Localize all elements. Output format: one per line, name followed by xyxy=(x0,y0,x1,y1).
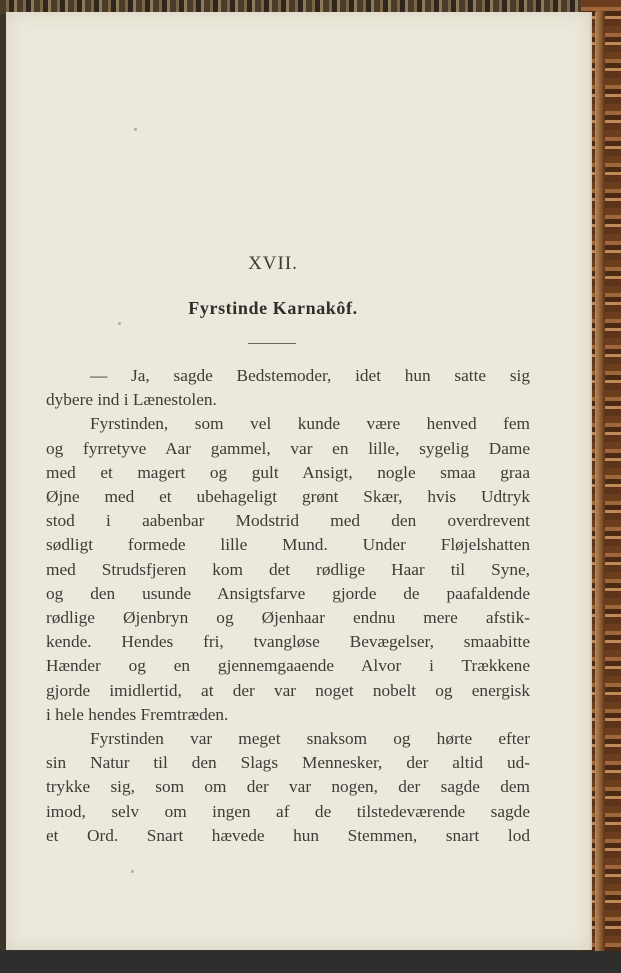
text-line: Fyrstinden var meget snaksom og hørte efter xyxy=(90,729,530,749)
text-line: trykke sig, som om der var nogen, der sagde dem xyxy=(46,777,530,797)
book-cover-edge xyxy=(595,10,605,955)
chapter-body xyxy=(46,364,530,848)
text-line: og den usunde Ansigtsfarve gjorde de paafaldende xyxy=(46,583,530,603)
text-line: — Ja, sagde Bedstemoder, idet hun satte sig xyxy=(90,366,530,385)
text-line: stod i aabenbar Modstrid med den overdrevent xyxy=(46,511,530,531)
text-line: et Ord. Snart hævede hun Stemmen, snart lod xyxy=(46,825,530,845)
text-line: sin Natur til den Slags Mennesker, der altid ud- xyxy=(46,753,530,773)
text-line: imod, selv om ingen af de tilstedeværende sagde xyxy=(46,801,530,821)
title-divider xyxy=(248,343,296,344)
text-line: kende. Hendes fri, tvangløse Bevægelser, smaabitte xyxy=(46,632,530,652)
text-line: sødligt formede lille Mund. Under Fløjelshatten xyxy=(46,535,530,555)
text-line: dybere ind i Lænestolen. xyxy=(46,390,217,410)
text-line: Fyrstinden, som vel kunde være henved fem xyxy=(90,414,530,434)
text-line: Hænder og en gjennemgaaende Alvor i Trækkene xyxy=(46,656,530,676)
paper-page xyxy=(6,12,592,950)
paper-speck xyxy=(118,322,121,325)
text-line: gjorde imidlertid, at der var noget nobelt og energisk xyxy=(46,680,530,700)
text-line: rødlige Øjenbryn og Øjenhaar endnu mere afstik- xyxy=(46,608,530,628)
text-line: i hele hendes Fremtræden. xyxy=(46,704,229,724)
text-line: med et magert og gult Ansigt, nogle smaa graa xyxy=(46,462,530,482)
scan-bottom-strip xyxy=(0,951,621,973)
chapter-title: Fyrstinde Karnakôf. xyxy=(188,298,358,318)
paper-speck xyxy=(131,870,134,873)
text-line: Øjne med et ubehageligt grønt Skær, hvis Udtryk xyxy=(46,487,530,507)
paper-speck xyxy=(134,128,137,131)
text-line: med Strudsfjeren kom det rødlige Haar til Syne, xyxy=(46,559,530,579)
chapter-number: XVII. xyxy=(248,253,298,274)
text-line: og fyrretyve Aar gammel, var en lille, sygelig Dame xyxy=(46,438,530,458)
